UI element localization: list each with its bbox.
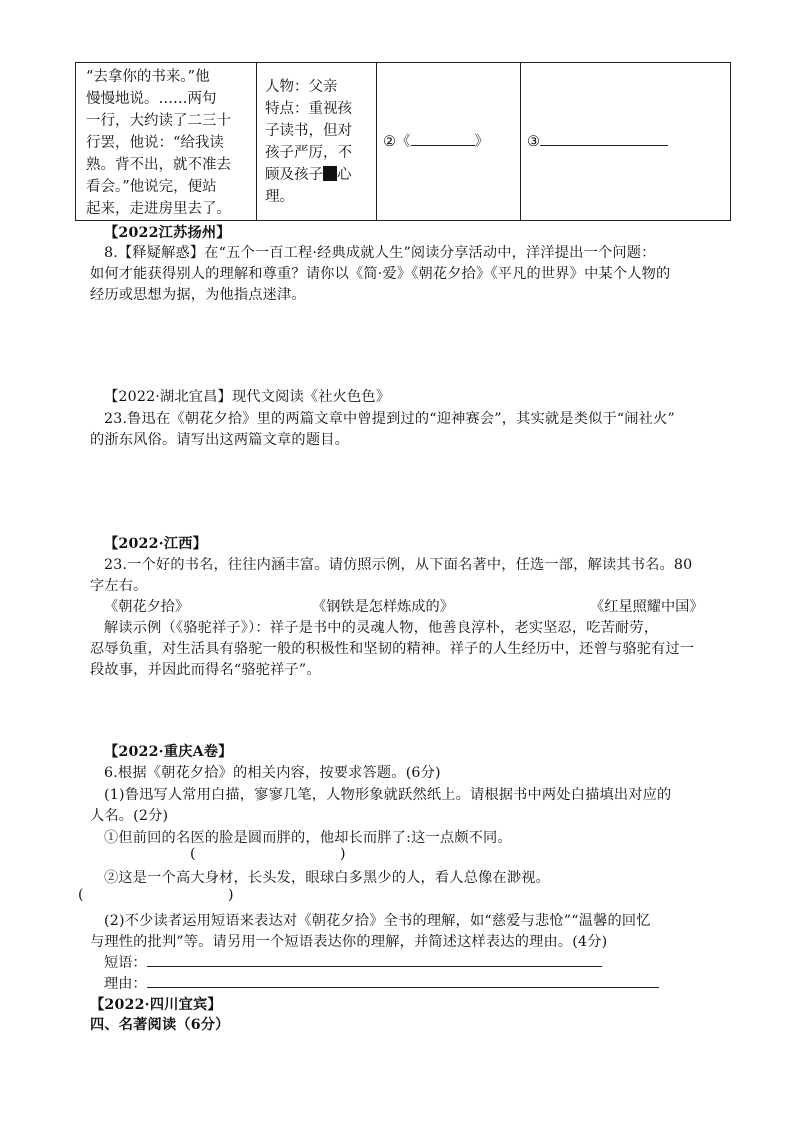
character-line [265, 164, 376, 208]
excerpt-line: “去拿你的书来。”他 [86, 69, 210, 85]
excerpt-line: 熟。背不出，就不准去 [86, 157, 231, 173]
reason-label-text: 理由： [104, 976, 147, 992]
paren-open: ( [190, 846, 196, 862]
book-option: 《钢铁是怎样炼成的》 [312, 599, 454, 615]
question-text: 字左右。 [90, 578, 148, 594]
character-line: 子读书，但对 [265, 122, 352, 139]
item-text: ①但前回的名医的脸是圆而胖的，他却长而胖了:这一点颇不同。 [104, 830, 512, 846]
question-text: 8.【释疑解惑】在“五个一百工程·经典成就人生”阅读分享活动中，洋洋提出一个问题： [104, 245, 656, 261]
character-line: 人物：父亲 [265, 78, 338, 95]
excerpt-line: 起来，走进房里去了。 [86, 201, 231, 217]
answer-blank-cell [521, 63, 731, 221]
reason-label [104, 973, 659, 993]
paren-close: ) [340, 846, 346, 862]
phrase-label [104, 952, 602, 972]
question-text: (2)不少读者运用短语来表达对《朝花夕拾》全书的理解，如“慈爱与悲怆”“温馨的回忆 [104, 913, 651, 929]
paren-close: ) [228, 887, 234, 903]
character-line: 孩子严厉，不 [265, 144, 352, 161]
excerpt-cell [76, 63, 257, 221]
question-text: 经历或思想为据，为他指点迷津。 [90, 287, 306, 303]
excerpt-line: 看会。”他说完，便站 [86, 179, 217, 195]
character-line-text: 顾及孩子 [265, 166, 323, 183]
blank-suffix: 》 [474, 133, 489, 150]
book-option: 《朝花夕拾》 [104, 599, 190, 615]
blank-prefix: ③ [527, 133, 540, 150]
example-text: 段故事，并因此而得名“骆驼祥子”。 [90, 662, 321, 678]
question-text: 23.鲁迅在《朝花夕拾》里的两篇文章中曾提到过的“迎神赛会”，其实就是类似于“闹社火” [104, 411, 675, 427]
example-text: 忍辱负重，对生活具有骆驼一般的积极性和坚韧的精神。祥子的人生经历中，还曾与骆驼有过一 [90, 641, 695, 657]
excerpt-line: 慢慢地说。……两句 [86, 91, 217, 107]
question-text: 如何才能获得别人的理解和尊重？请你以《简·爱》《朝花夕拾》《平凡的世界》中某个人物的 [90, 266, 671, 282]
example-text: 解读示例（《骆驼祥子》）：祥子是书中的灵魂人物，他善良淳朴，老实坚忍，吃苦耐劳， [104, 620, 659, 636]
title-answer-blank[interactable] [411, 145, 475, 146]
section-header: 【2022江苏扬州】 [104, 225, 231, 241]
reason-answer-blank[interactable] [147, 987, 659, 988]
item-text: ②这是一个高大身材，长头发，眼球白多黑少的人，看人总像在渺视。 [104, 870, 551, 886]
answer-table [75, 62, 731, 221]
character-line-text: 心理。 [265, 166, 352, 205]
question-text: (1)鲁迅写人常用白描，寥寥几笔，人物形象就跃然纸上。请根据书中两处白描填出对应的 [104, 787, 672, 803]
table-row [76, 63, 731, 221]
section-header: 【2022·江西】 [104, 536, 207, 552]
question-text: 人名。(2分) [90, 808, 169, 824]
title-blank-cell [377, 63, 521, 221]
phrase-label-text: 短语： [104, 955, 147, 971]
paren-open: ( [78, 887, 84, 903]
question-text: 6.根据《朝花夕拾》的相关内容，按要求答题。(6分) [104, 765, 441, 781]
section-header: 【2022·四川宜宾】 [90, 997, 222, 1013]
redaction-mark [323, 166, 337, 181]
excerpt-line: 一行，大约读了二三十 [86, 113, 231, 129]
answer-blank[interactable] [540, 145, 668, 146]
question-text: 的浙东风俗。请写出这两篇文章的题目。 [90, 432, 349, 448]
character-line: 特点：重视孩 [265, 100, 352, 117]
blank-prefix: ②《 [383, 133, 411, 150]
excerpt-line: 行罢，他说：“给我读 [86, 135, 224, 151]
character-cell [257, 63, 377, 221]
question-text: 与理性的批判”等。请另用一个短语表达你的理解，并简述这样表达的理由。(4分) [90, 934, 608, 950]
section-title: 四、名著阅读（6分） [90, 1017, 230, 1033]
section-header: 【2022·重庆A卷】 [104, 744, 233, 760]
section-header: 【2022·湖北宜昌】现代文阅读《社火色色》 [104, 389, 391, 405]
phrase-answer-blank[interactable] [147, 966, 602, 967]
book-option: 《红星照耀中国》 [590, 599, 704, 615]
question-text: 23.一个好的书名，往往内涵丰富。请仿照示例，从下面名著中，任选一部，解读其书名。80 [104, 557, 693, 573]
